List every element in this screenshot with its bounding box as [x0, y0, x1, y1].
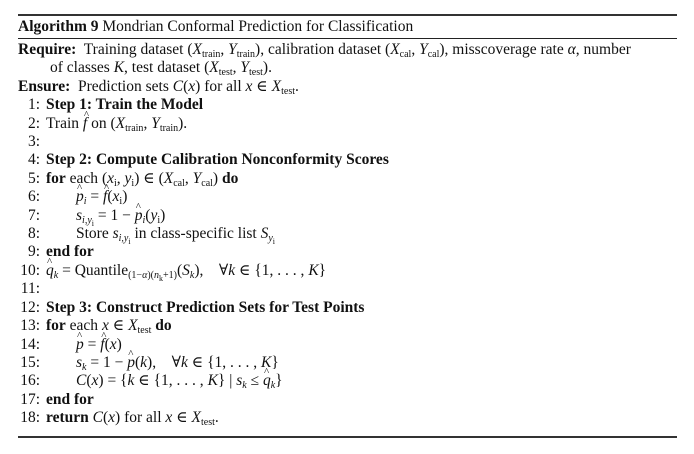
sub: train [236, 49, 256, 60]
text: for all [204, 77, 242, 95]
algorithm-title: Mondrian Conformal Prediction for Classification [102, 18, 414, 35]
sub: test [249, 67, 263, 79]
line-number: 13: [20, 317, 40, 335]
algorithm-line-14: 14: ^ p = ^ f(x) [18, 336, 677, 354]
algorithm-line-13: 13: for each x ∈ $X_{test}$ do [18, 317, 677, 335]
algorithm-line-6: 6: ^ $p_i$ = ^ $f(x_i)$ [18, 188, 677, 206]
keyword: do [221, 169, 239, 187]
algorithm-line-9 [18, 243, 677, 261]
algorithm-caption [18, 16, 677, 38]
algorithm-line-5: 5: for each ($x_i$, $y_i$) ∈ ($X_{cal}$, $Y_{cal}$) do [18, 170, 677, 188]
text: misscoverage rate [452, 41, 564, 58]
text: Prediction sets [78, 77, 169, 95]
line-number: 3: [27, 133, 40, 151]
ensure-line: Ensure: Prediction sets C(x) for all x ∈ $X_{test}$. [18, 77, 299, 97]
algorithm-line-17 [18, 391, 677, 409]
algorithm-line-18: 18: return C(x) for all x ∈ $X_{test}$. [18, 409, 677, 427]
algorithm-line-3 [18, 133, 677, 151]
line-number: 6: [27, 188, 40, 206]
sub: test [137, 325, 152, 337]
keyword: for [46, 169, 66, 187]
ensure-keyword: Ensure: [18, 77, 71, 95]
step-heading: Step 3: Construct Prediction Sets for Test Points [46, 298, 365, 316]
line-number: 1: [27, 96, 40, 114]
algorithm-line-10: 10: ^ $q_k$ = $Quantile_{(1-\alpha)(n_k+1)}(S_k)$, ∀k ∈ {1, . . . , K} [18, 262, 677, 280]
sub: cal [427, 49, 440, 60]
line-number: 17: [20, 390, 40, 408]
text: calibration dataset [267, 41, 382, 58]
text: test dataset [131, 59, 201, 77]
sub: test [281, 85, 295, 97]
keyword: for [46, 317, 66, 335]
text: of classes [50, 59, 110, 77]
bottom-rule [18, 436, 677, 438]
line-number: 12: [20, 298, 40, 316]
sub: train [202, 49, 221, 60]
line-number: 10: [20, 261, 40, 279]
line-number: 11: [20, 280, 40, 298]
algorithm-block [18, 14, 677, 428]
sub: test [218, 67, 233, 79]
text: Quantile [74, 261, 129, 279]
line-number: 15: [20, 353, 40, 371]
text: Train [46, 114, 80, 132]
algorithm-line-2: 2: Train ^ f on ($X_{train}$, $Y_{train}$). [18, 115, 677, 133]
line-number: 16: [20, 372, 40, 390]
algorithm-line-11 [18, 280, 677, 298]
text: each [69, 317, 99, 335]
text: on [91, 114, 107, 132]
sub: test [201, 417, 215, 429]
algorithm-line-12 [18, 299, 677, 317]
text: each [69, 169, 99, 187]
line-number: 2: [27, 114, 40, 132]
algorithm-line-4 [18, 151, 677, 169]
keyword: return [46, 409, 89, 427]
text: number [583, 41, 631, 58]
keyword: end for [46, 243, 94, 261]
text: for all [124, 409, 162, 427]
algorithm-line-15: 15: $s_k = 1$ − ^ p(k), ∀k ∈ {1, . . . , K} [18, 354, 677, 372]
require-keyword: Require: [18, 41, 77, 58]
algorithm-line-1 [18, 96, 677, 114]
require-line: Require: Training dataset ($X_{train}$, $Y_{train}$), calibration dataset ($X_{cal}$, $Y_{cal}$), misscoverage rate α, number [18, 41, 631, 60]
algorithm-body [18, 39, 677, 428]
line-number: 8: [27, 225, 40, 243]
text: in class-specific list [134, 225, 257, 243]
algorithm-line-8: 8: Store $s_{i,y_i}$ in class-specific list $S_{y_i}$ [18, 225, 677, 243]
require-line-continued: of classes K, test dataset ($X_{test}$, $Y_{test}$). [50, 59, 272, 79]
line-number: 18: [20, 409, 40, 427]
line-number: 7: [27, 206, 40, 224]
line-number: 14: [20, 335, 40, 353]
sub: train [159, 122, 179, 134]
sub: cal [201, 177, 213, 189]
algorithm-label: Algorithm 9 [18, 18, 99, 35]
text: Training dataset [83, 41, 184, 58]
algorithm-line-7: 7: $s_{i,y_i} = 1$ − ^ $p_i(y_i)$ [18, 207, 677, 225]
algorithm-line-16: 16: C(x) = {k ∈ {1, . . . , K} | $s_k$ ≤ ^ $q_k$} [18, 372, 677, 390]
step-heading: Step 2: Compute Calibration Nonconformity Scores [46, 151, 389, 169]
keyword: do [155, 317, 172, 335]
line-number: 4: [27, 151, 40, 169]
text: Store [76, 225, 109, 243]
sub: train [125, 122, 144, 134]
line-number: 5: [27, 169, 40, 187]
sub: cal [173, 177, 185, 189]
step-heading: Step 1: Train the Model [46, 96, 204, 114]
keyword: end for [46, 390, 94, 408]
sub: cal [399, 49, 412, 60]
line-number: 9: [27, 243, 40, 261]
